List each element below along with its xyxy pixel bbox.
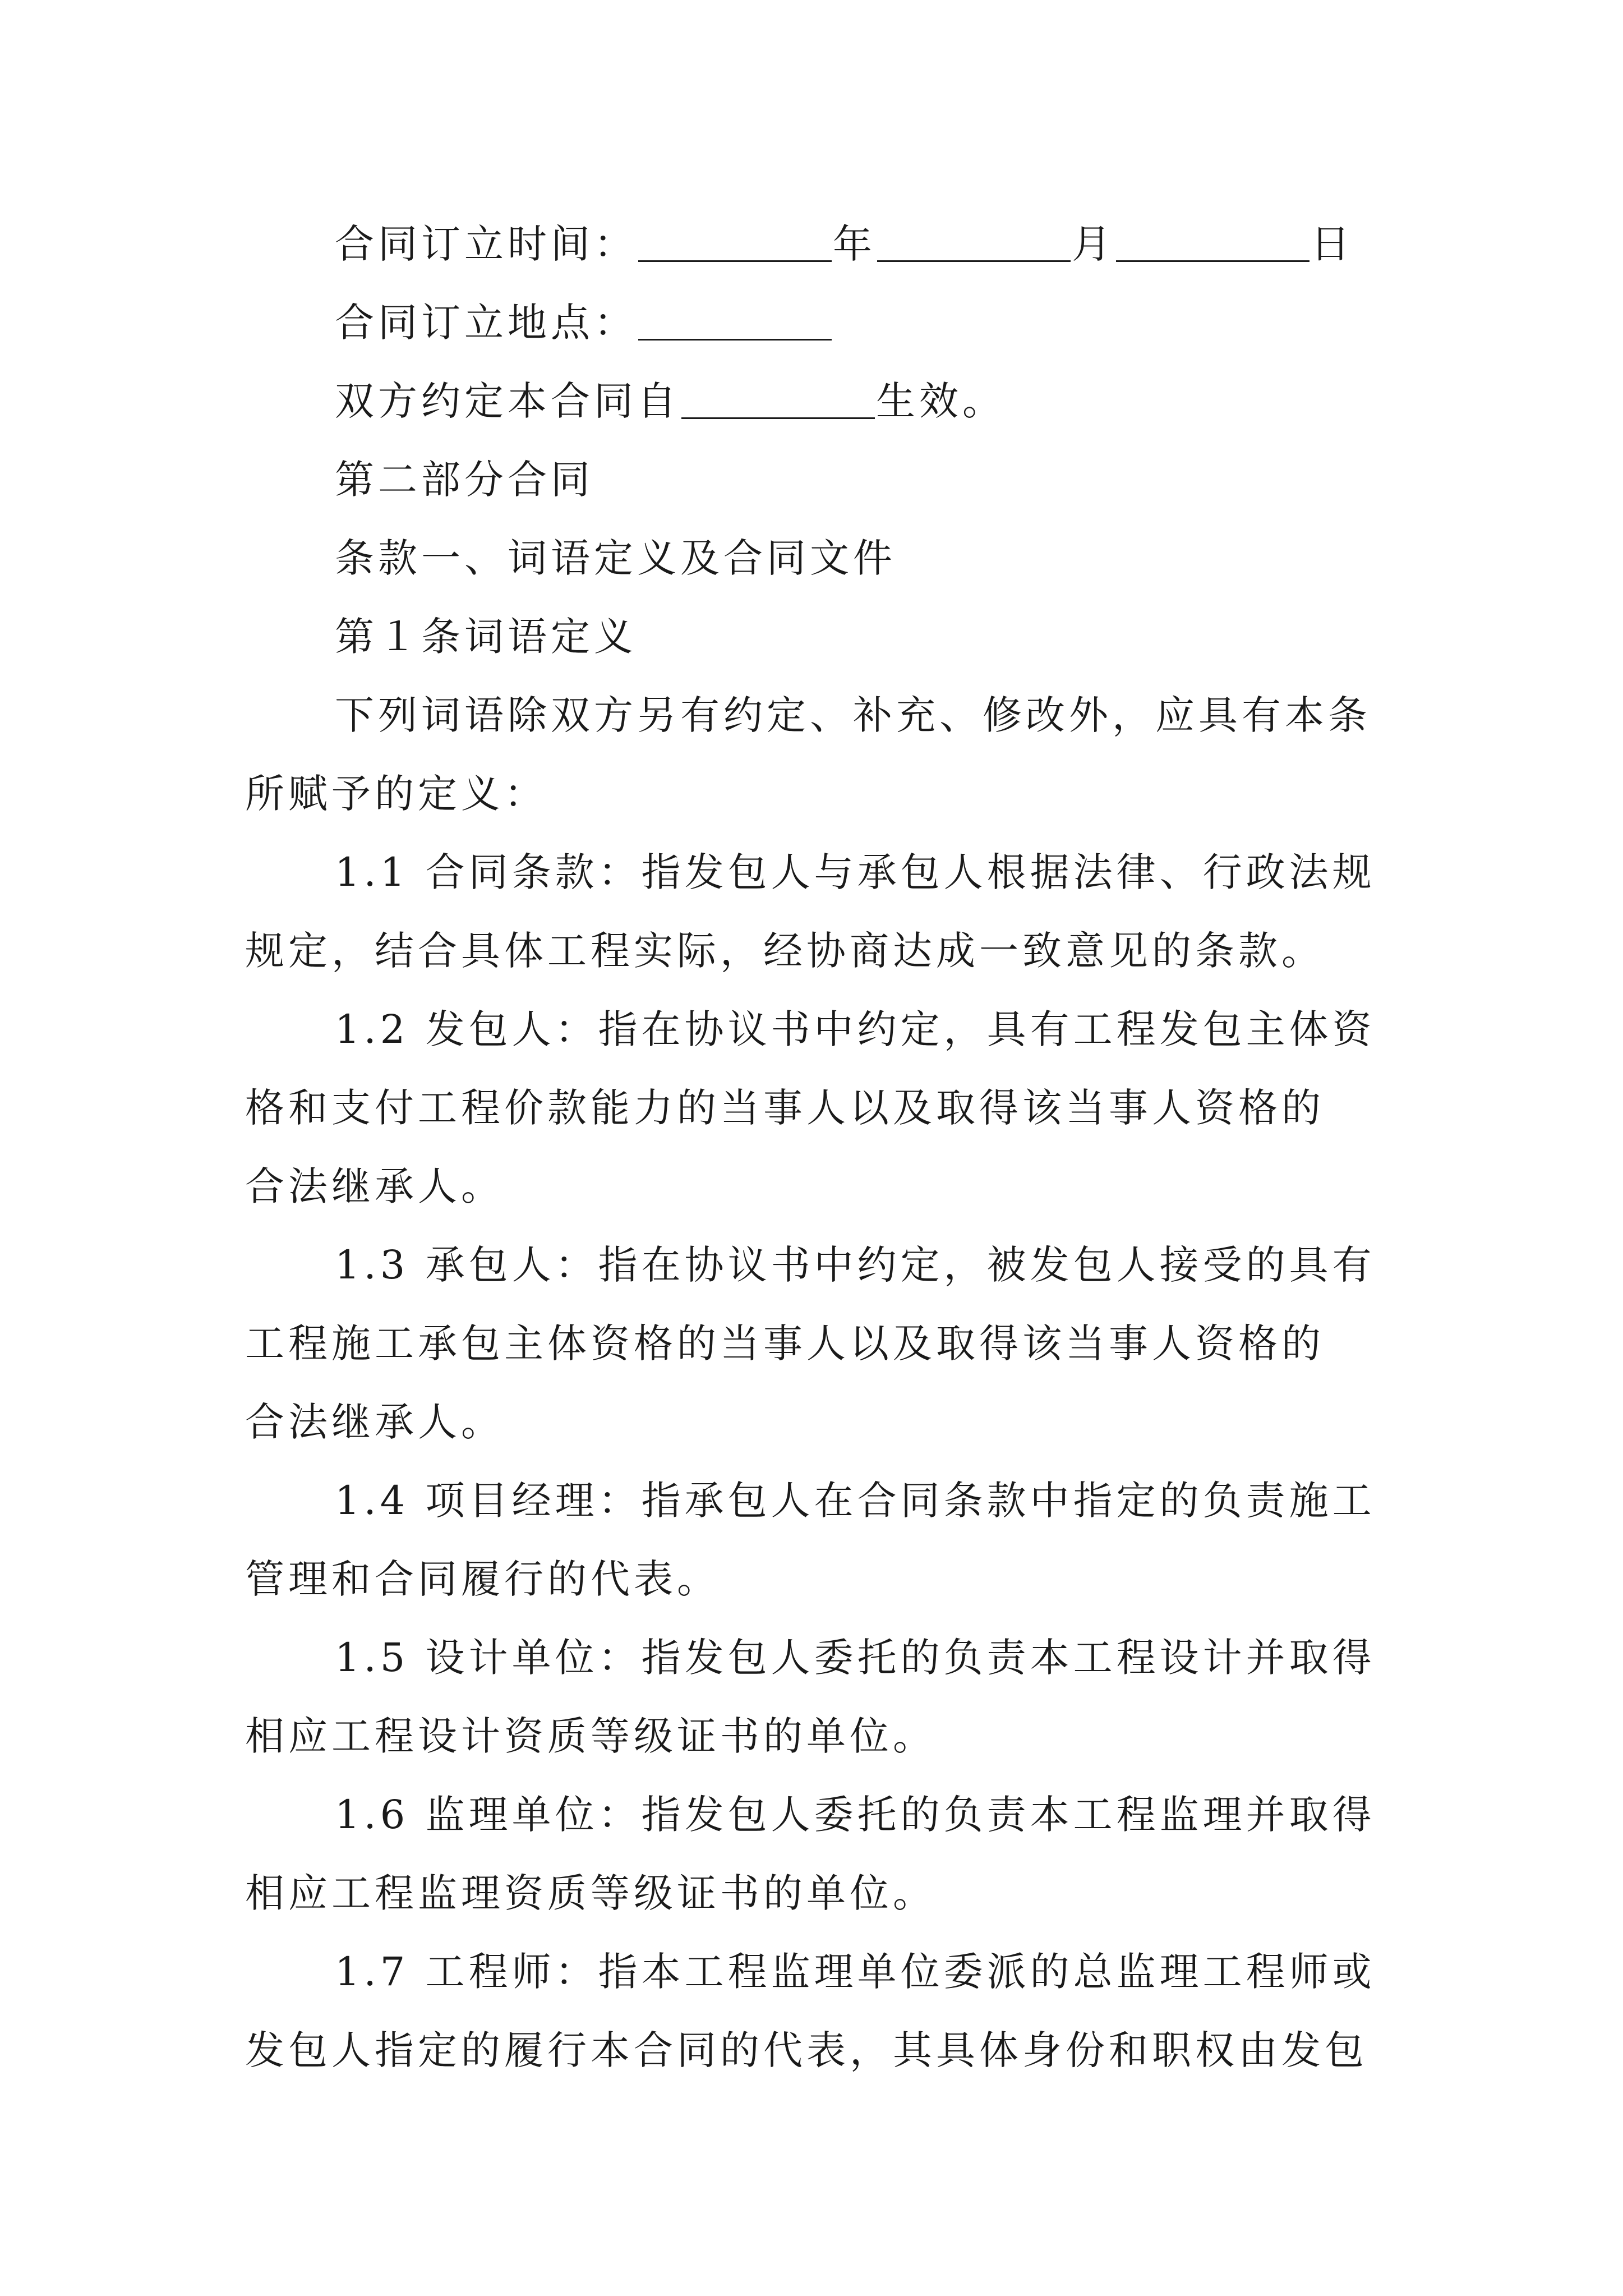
paragraph-line: 1.1 合同条款：指发包人与承包人根据法律、行政法规 (335, 849, 1376, 895)
paragraph-line: 规定，结合具体工程实际，经协商达成一致意见的条款。 (245, 928, 1325, 974)
month-unit: 月 (1072, 221, 1115, 267)
contract-place-label: 合同订立地点： (335, 300, 637, 346)
contract-place-line (335, 295, 833, 351)
paragraph-line: 相应工程监理资质等级证书的单位。 (245, 1870, 936, 1916)
paragraph-line: 合法继承人。 (245, 1163, 504, 1209)
clause-one-heading: 条款一、词语定义及合同文件 (335, 535, 896, 581)
day-unit: 日 (1311, 221, 1354, 267)
paragraph-line: 1.4 项目经理：指承包人在合同条款中指定的负责施工 (335, 1478, 1376, 1524)
paragraph-line: 发包人指定的履行本合同的代表，其具体身份和职权由发包 (245, 2027, 1368, 2073)
effective-date-line (335, 373, 1006, 429)
contract-date-line (335, 216, 1354, 272)
paragraph-line: 合法继承人。 (245, 1399, 504, 1445)
paragraph-line: 1.2 发包人：指在协议书中约定，具有工程发包主体资 (335, 1006, 1376, 1052)
article-one-heading: 第１条词语定义 (335, 614, 637, 660)
paragraph-line: 工程施工承包主体资格的当事人以及取得该当事人资格的 (245, 1320, 1325, 1366)
paragraph-line: 1.5 设计单位：指发包人委托的负责本工程设计并取得 (335, 1635, 1376, 1681)
effective-suffix: 生效。 (876, 378, 1006, 424)
paragraph-line: 相应工程设计资质等级证书的单位。 (245, 1713, 936, 1759)
paragraph-line: 1.7 工程师：指本工程监理单位委派的总监理工程师或 (335, 1949, 1376, 1995)
part-two-heading: 第二部分合同 (335, 457, 594, 503)
paragraph-line: 格和支付工程价款能力的当事人以及取得该当事人资格的 (245, 1085, 1325, 1131)
effective-prefix: 双方约定本合同自 (335, 378, 680, 424)
paragraph-line: 管理和合同履行的代表。 (245, 1556, 720, 1602)
contract-date-label: 合同订立时间： (335, 221, 637, 267)
paragraph-line: 1.6 监理单位：指发包人委托的负责本工程监理并取得 (335, 1792, 1376, 1838)
effective-blank[interactable] (681, 378, 875, 419)
paragraph-line: 下列词语除双方另有约定、补充、修改外，应具有本条 (335, 692, 1371, 738)
place-blank[interactable] (638, 300, 832, 341)
day-blank[interactable] (1116, 221, 1310, 262)
paragraph-line: 1.3 承包人：指在协议书中约定，被发包人接受的具有 (335, 1242, 1376, 1288)
year-blank[interactable] (638, 221, 832, 262)
paragraph-line: 所赋予的定义： (245, 771, 547, 817)
year-unit: 年 (833, 221, 876, 267)
month-blank[interactable] (877, 221, 1071, 262)
